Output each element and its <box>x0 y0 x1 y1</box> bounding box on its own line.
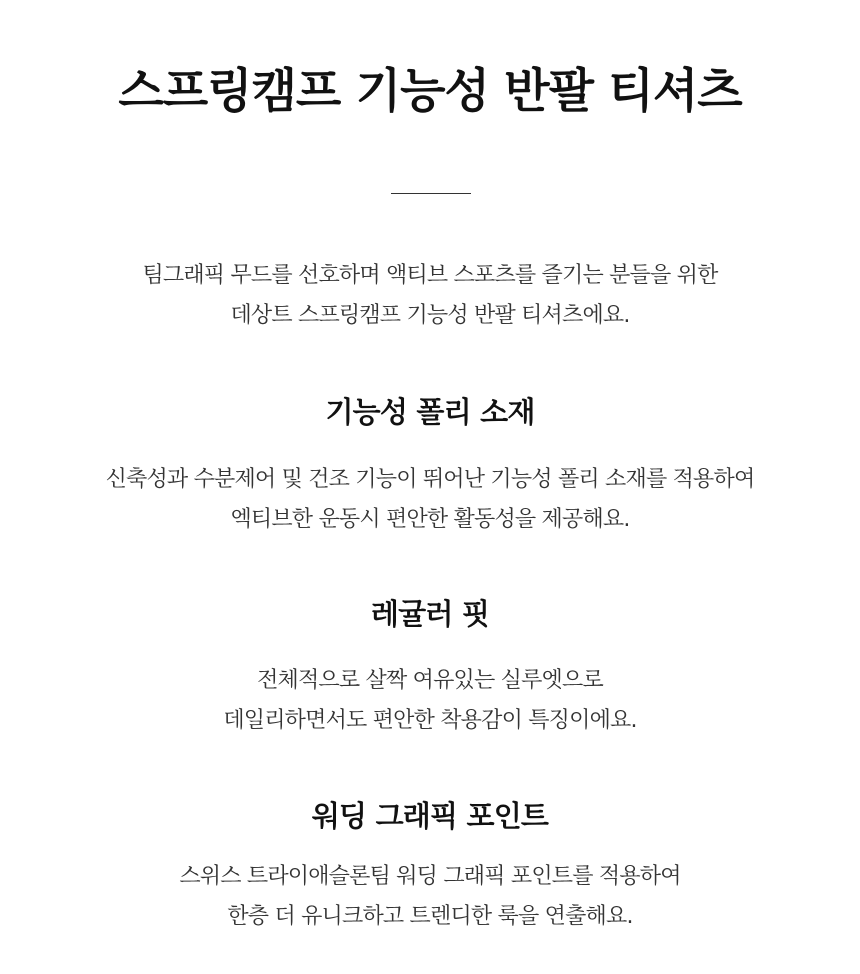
section-line: 엑티브한 운동시 편안한 활동성을 제공해요. <box>230 507 630 532</box>
page-title: 스프링캠프 기능성 반팔 티셔츠 <box>118 64 742 119</box>
section-title-material: 기능성 폴리 소재 <box>325 395 535 429</box>
section-line: 한층 더 유니크하고 트렌디한 룩을 연출해요. <box>227 904 633 929</box>
intro-line: 데상트 스프링캠프 기능성 반팔 티셔츠에요. <box>230 303 630 328</box>
intro-line: 팀그래픽 무드를 선호하며 액티브 스포츠를 즐기는 분들을 위한 <box>142 263 718 288</box>
title-divider <box>391 193 471 194</box>
section-body-fit <box>20 661 840 741</box>
section-line: 데일리하면서도 편안한 착용감이 특징이에요. <box>223 708 637 733</box>
section-title-fit: 레귤러 핏 <box>370 597 490 631</box>
intro-text <box>20 256 840 336</box>
section-title-graphic: 워딩 그래픽 포인트 <box>311 799 549 833</box>
section-line: 신축성과 수분제어 및 건조 기능이 뛰어난 기능성 폴리 소재를 적용하여 <box>105 467 755 492</box>
section-body-material <box>20 460 840 540</box>
section-body-graphic <box>20 857 840 937</box>
section-line: 전체적으로 살짝 여유있는 실루엣으로 <box>257 668 603 693</box>
section-line: 스위스 트라이애슬론팀 워딩 그래픽 포인트를 적용하여 <box>179 864 681 889</box>
